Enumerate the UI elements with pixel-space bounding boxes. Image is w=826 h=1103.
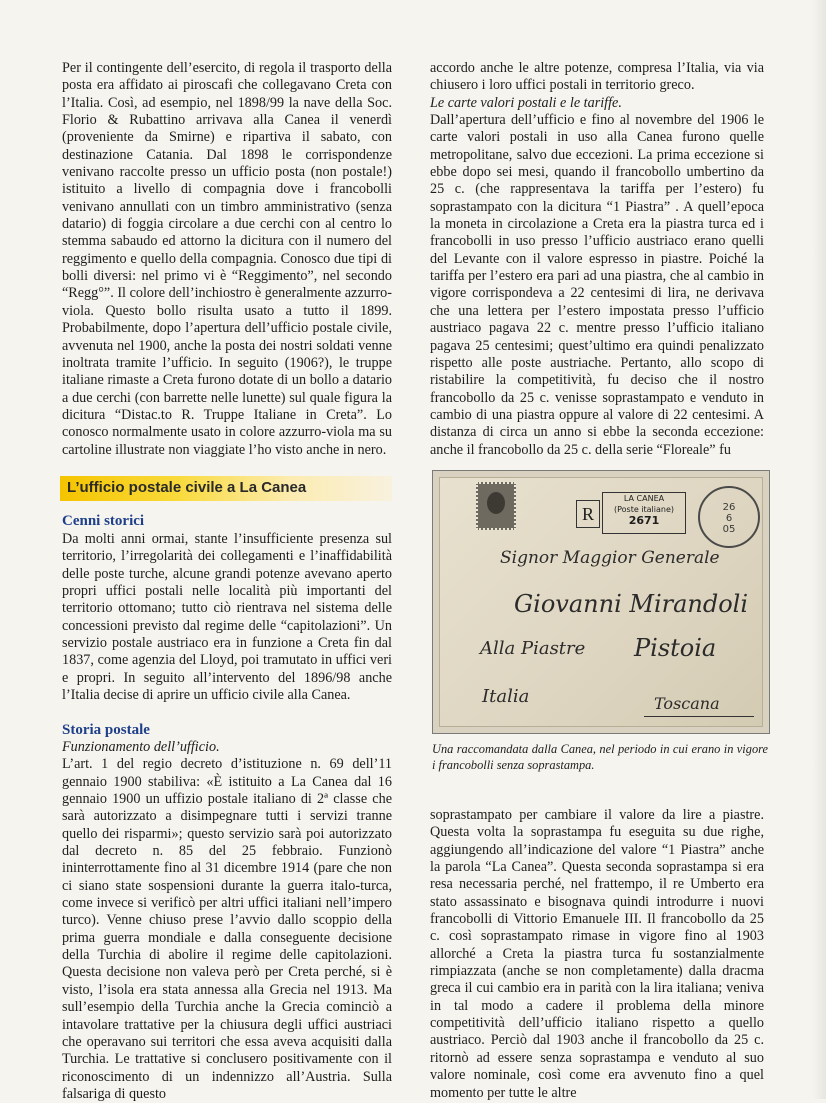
stamp-umberto bbox=[476, 482, 516, 530]
right-column-bottom bbox=[430, 807, 764, 1102]
carte-paragraph: Dall’apertura dell’ufficio e fino al novembre del 1906 le carte valori postali in uso alla Canea furono quelle metropolitane, salvo due eccezioni. La prima eccezione si ebbe dopo sei mesi, quando il francobollo umbertino da 25 c. (che rappresentava la tariffa per l’estero) fu soprastampato con la dicitura “1 Piastra” . A quell’epoca la moneta in circolazione a Creta era la piastra turca ed i francobolli in uso presso l’ufficio austriaco erano quelli del Levante con il valore espresso in piastre. Poiché la tariffa per l’estero era pari ad una piastra, che al cambio in vigore corrispondeva a 22 centesimi di lira, ne derivava che una lettera per l’estero impostata presso l’ufficio austriaco pagava 22 c. mentre presso l’ufficio italiano pagava 25 centesimi; quest’ultimo era quindi penalizzato rispetto alle poste austriache. Pertanto, allo scopo di ristabilire la competitività, fu deciso che il nostro francobollo da 25 c. venisse soprastampato e venduto in cambio di una piastra oppure al valore di 22 centesimi. A distanza di circa un anno si ebbe la seconda eccezione: anche il francobollo da 25 c. della serie “Floreale” fu bbox=[430, 112, 764, 458]
address-line-5: Italia bbox=[482, 686, 530, 707]
cenni-block bbox=[62, 531, 392, 704]
section-title: L’ufficio postale civile a La Canea bbox=[67, 479, 307, 496]
label-line2: (Poste italiane) bbox=[613, 505, 675, 514]
underline-mark bbox=[644, 716, 754, 717]
envelope-photo bbox=[432, 470, 770, 734]
registration-label bbox=[602, 492, 686, 534]
postmark-day: 26 bbox=[722, 502, 736, 513]
storia-paragraph: L’art. 1 del regio decreto d’istituzione n. 69 dell’11 gennaio 1900 stabiliva: «È istituito a La Canea dal 16 gennaio 1900 un uffizio postale italiano di 2ª classe che sarà autorizzato a disimpegnare tutti i servizi tranne quello dei risparmi»; questo servizio sarà poi autorizzato dal decreto n. 85 del 25 febbraio. Funzionò ininterrottamente fino al 31 dicembre 1914 (pare che non ci siano state sospensioni durante la guerra italo-turca, come invece si verificò per altri uffici italiani nell’impero turco). Venne chiuso prese l’avvio dallo scoppio della prima guerra mondiale e dalla conseguente decisione della Turchia di abolire il regime delle capitolazioni. Questa decisione non valeva però per Creta perché, si è visto, l’isola era stata annessa alla Grecia nel 1913. Ma sull’esempio della Turchia anche la Grecia cominciò a intavolare trattative per la chiusura degli uffici austriaci che operavano sui territori che essa aveva acquisiti dalla Turchia. Le trattative si conclusero positivamente con il riconoscimento di un indennizzo all’Austria. Sulla falsariga di questo bbox=[62, 756, 392, 1102]
cenni-paragraph: Da molti anni ormai, stante l’insufficiente presenza sul territorio, l’irregolarità dei collegamenti e l’inaffidabilità delle poste turche, alcune grandi potenze avevano aperto propri uffici postali nelle località più importanti del territorio ottomano; tutto ciò rientrava nel sistema delle concessioni previsto dal regime delle “capitolazioni”. Un servizio postale austriaco era in funzione a Creta fin dal 1837, come agenzia del Lloyd, poi tramutato in uffici veri e propri. In seguito all’intervento del 1896/98 anche l’Italia decise di aprire un ufficio civile alla Canea. bbox=[62, 531, 392, 704]
right-column-top bbox=[430, 60, 764, 459]
registered-envelope bbox=[439, 477, 763, 727]
funzionamento-heading: Funzionamento dell’ufficio. bbox=[62, 739, 220, 755]
registration-box bbox=[576, 500, 600, 528]
page-edge-shadow bbox=[812, 0, 826, 1099]
address-line-3: Alla Piastre bbox=[480, 638, 586, 659]
intro-paragraph: Per il contingente dell’esercito, di regola il trasporto della posta era affidato ai piroscafi che collegavano Creta con l’Italia. Così, ad esempio, nel 1898/99 la nave della Soc. Florio & Rubattino arrivava alla Canea il venerdì (proveniente da Smirne) e ripartiva il sabato, con destinazione Catania. Dal 1898 le corrispondenze venivano raccolte presso un ufficio posta (non postale!) istituito a livello di compagnia dove i francobolli venivano annullati con un timbro amministrativo (senza datario) di foggia circolare a due cerchi con al centro lo stemma sabaudo ed attorno la dicitura con il numero del reggimento e quello della compagnia. Conosco due tipi di bolli diversi: nel primo vi è “Reggimento”, nel secondo “Regg°”. Il colore dell’inchiostro è generalmente azzurro-viola. Questo bollo risulta usato a tutto il 1899. Probabilmente, dopo l’apertura dell’ufficio postale civile, avvenuta nel 1900, anche la posta dei nostri soldati venne inoltrata tramite l’ufficio. In seguito (1906?), le truppe italiane rimaste a Creta furono dotate di un bollo a datario a due cerchi (con barrette nelle lunette) sul quale figura la dicitura “Distac.to R. Truppe Italiane in Creta”. Lo conosco normalmente usato in colore azzurro-viola ma su cartoline illustrate non viaggiate l’ho visto anche in nero. bbox=[62, 60, 392, 458]
postmark-month: 6 bbox=[725, 513, 733, 524]
address-line-6: Toscana bbox=[654, 694, 720, 713]
label-line1: LA CANEA bbox=[623, 494, 665, 503]
postmark bbox=[698, 486, 760, 548]
carte-heading: Le carte valori postali e le tariffe. bbox=[430, 94, 622, 111]
right-bottom-paragraph: soprastampato per cambiare il valore da lire a piastre. Questa volta la soprastampa fu eseguita su due righe, aggiungendo all’indicazione del valore “1 Piastra” anche la parola “La Canea”. Questa seconda soprastampa si era resa necessaria perché, nel frattempo, il re Umberto era stato assassinato e bisognava quindi introdurre i nuovi francobolli di Vittorio Emanuele III. Il francobollo da 25 c. così soprastampato rimase in vigore fino al 1903 allorché a Creta la piastra turca fu sostanzialmente rimpiazzata (anche se non completamente) dalla dracma greca il cui cambio era in parità con la lira italiana; veniva in tal modo a cadere il problema della minore competitività dell’ufficio italiano rispetto a quello austriaco. Perciò dal 1903 anche il francobollo da 25 c. ritornò ad essere senza soprastampa e venduto al suo valore nominale, così come era avvenuto fino a quel momento per tutte le altre bbox=[430, 807, 764, 1101]
label-number: 2671 bbox=[628, 514, 660, 527]
address-line-4: Pistoia bbox=[634, 634, 717, 662]
cenni-heading: Cenni storici bbox=[62, 513, 145, 529]
storia-block bbox=[62, 739, 392, 1103]
right-top-paragraph: accordo anche le altre potenze, compresa l’Italia, via via chiusero i loro uffici postali in territorio greco. bbox=[430, 60, 764, 94]
figure-caption: Una raccomandata dalla Canea, nel periodo in cui erano in vigore i francobolli senza soprastampa. bbox=[432, 742, 768, 772]
storia-heading: Storia postale bbox=[62, 722, 150, 738]
address-line-1: Signor Maggior Generale bbox=[500, 548, 720, 568]
left-column bbox=[62, 60, 392, 459]
postmark-year: 05 bbox=[722, 524, 736, 535]
address-line-2: Giovanni Mirandoli bbox=[514, 590, 749, 618]
section-banner bbox=[60, 476, 392, 501]
registration-letter: R bbox=[581, 504, 594, 524]
